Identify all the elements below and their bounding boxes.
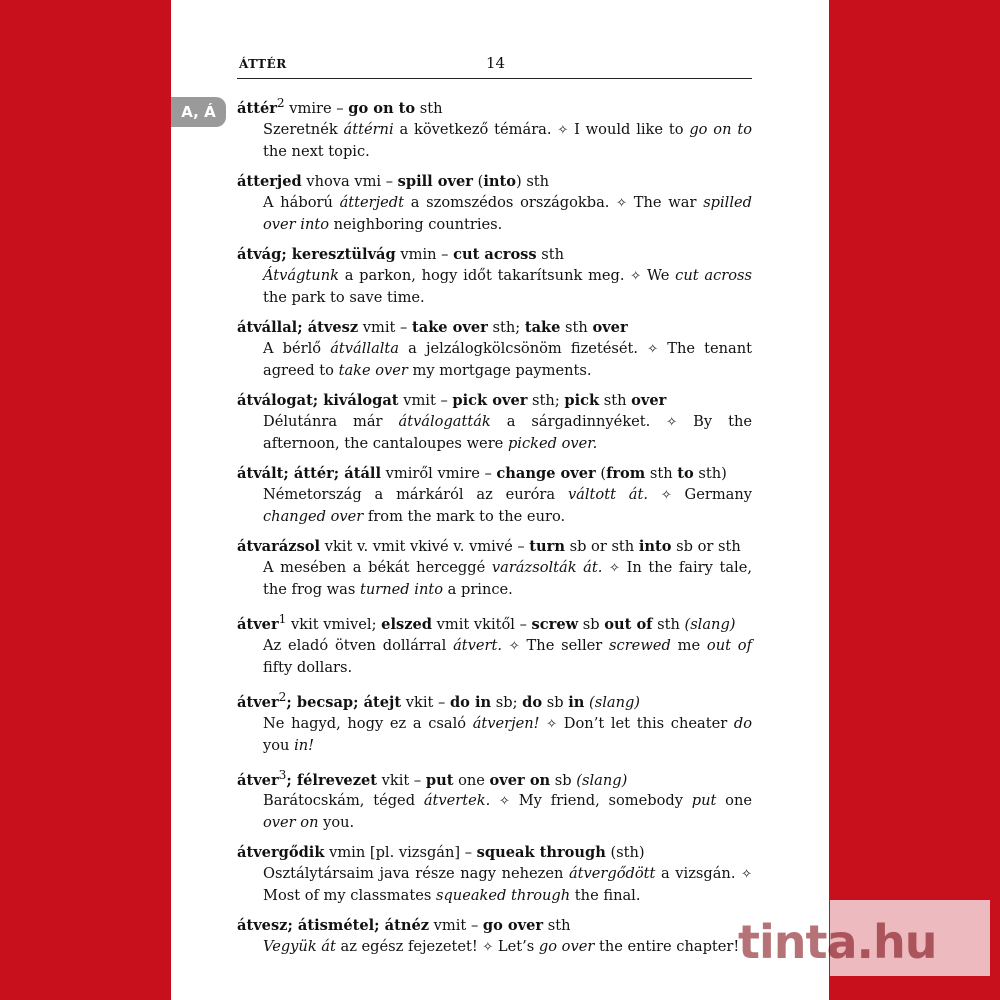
entry-example <box>237 713 752 756</box>
entry-text-run: vhova vmi – <box>301 172 398 190</box>
dictionary-page <box>171 0 829 1000</box>
entry-text-run: fifty dollars. <box>263 658 353 676</box>
dictionary-entry <box>237 536 752 600</box>
entry-text-run: átverjen! <box>472 714 540 732</box>
homonym-number: 2 <box>278 689 287 704</box>
entry-text-run: one <box>453 771 490 789</box>
entry-text-run: Osztálytársaim java része nagy nehezen <box>263 865 569 883</box>
entry-text-run: áttér <box>237 99 277 117</box>
entry-text-run: spilled over into <box>263 193 752 233</box>
entry-text-run: átver <box>237 693 279 711</box>
entry-text-run: sth <box>599 391 632 409</box>
entry-example <box>237 411 752 454</box>
homonym-number: 2 <box>276 96 285 110</box>
entry-text-run: neighboring countries. <box>329 215 503 233</box>
entry-text-run: vkit vmivel; <box>286 615 382 633</box>
entry-text-run: a szomszédos országokba. <box>404 193 617 211</box>
dictionary-entry <box>237 317 752 381</box>
entry-text-run: átterjed <box>237 172 302 190</box>
homonym-number: 1 <box>278 611 287 626</box>
entry-headline <box>237 765 752 791</box>
entry-text-run: squeak through <box>476 844 606 862</box>
entry-text-run: átvállalta <box>330 339 399 357</box>
entry-text-run: sth; <box>487 318 525 336</box>
entry-text-run: Most of my classmates <box>263 887 436 905</box>
entry-text-run: sb or sth <box>564 537 639 555</box>
homonym-number: 3 <box>278 767 287 782</box>
entry-text-run: sth <box>543 917 571 935</box>
entry-text-run: out of <box>604 615 653 633</box>
entry-text-run: picked over. <box>507 434 598 452</box>
entry-text-run: Az eladó ötven dollárral <box>263 636 454 654</box>
running-header <box>237 54 752 79</box>
entry-text-run: vmire – <box>284 99 349 117</box>
diamond-separator-icon: ✧ <box>482 940 494 956</box>
entry-headline <box>237 93 752 119</box>
entry-text-run: changed over <box>263 507 364 525</box>
dictionary-entry <box>237 765 752 834</box>
dictionary-entry <box>237 609 752 678</box>
entry-text-run: Délutánra már <box>263 412 399 430</box>
entry-text-run: We <box>641 266 676 284</box>
entry-text-run: go over <box>482 917 544 935</box>
entry-text-run: (sth) <box>605 844 645 862</box>
entry-text-run: átver <box>237 771 279 789</box>
entry-text-run: átvarázsol <box>237 537 321 555</box>
entry-text-run: My friend, somebody <box>509 792 692 810</box>
entry-headline <box>237 317 752 338</box>
entry-text-run: átvergődik <box>237 844 325 862</box>
page-number: 14 <box>486 54 506 72</box>
entry-text-run: sth <box>536 245 565 263</box>
entry-text-run: varázsolták át. <box>491 558 603 576</box>
entry-text-run: In the fairy tale, the frog was <box>263 558 753 598</box>
entry-text-run: sth; <box>527 391 565 409</box>
diamond-separator-icon: ✧ <box>741 867 752 883</box>
entry-text-run: put <box>425 771 454 789</box>
entry-text-run: A háború <box>263 193 340 211</box>
entry-text-run: ( <box>595 464 607 482</box>
entry-text-run: sb; <box>491 693 523 711</box>
entry-text-run: a vizsgán. <box>655 865 742 883</box>
entry-headline <box>237 842 752 863</box>
diamond-separator-icon: ✧ <box>609 560 620 576</box>
entry-text-run: sb <box>542 693 569 711</box>
entry-text-run: Vegyük át <box>263 938 336 956</box>
entry-text-run: out of <box>706 636 752 654</box>
entry-text-run: sth <box>560 318 593 336</box>
entry-text-run: Barátocskám, téged <box>263 792 424 810</box>
entry-text-run: átvesz; átismétel; átnéz <box>237 917 430 935</box>
entry-text-run: ; becsap; átejt <box>286 693 402 711</box>
dictionary-entry <box>237 171 752 235</box>
entry-example <box>237 863 752 906</box>
dictionary-entry <box>237 390 752 454</box>
entry-text-run: vmit – <box>358 318 412 336</box>
entry-text-run: take over <box>338 361 408 379</box>
entry-text-run: a következő témára. <box>393 120 558 138</box>
diamond-separator-icon: ✧ <box>557 122 569 138</box>
entry-text-run: ( <box>473 172 484 190</box>
entry-text-run: ; félrevezet <box>286 771 378 789</box>
entry-text-run: sth) <box>693 464 727 482</box>
entry-text-run: Don’t let this cheater <box>557 714 734 732</box>
entry-text-run: a parkon, hogy időt takarítsunk meg. <box>338 266 631 284</box>
entry-text-run: over on <box>263 814 319 832</box>
entry-headline <box>237 171 752 192</box>
entry-text-run: the entire chapter! <box>594 938 740 956</box>
entry-text-run <box>648 486 661 503</box>
entry-text-run: vmit vkitől – <box>431 615 532 633</box>
entry-headline <box>237 244 752 265</box>
entry-text-run: pick <box>564 391 600 409</box>
diamond-separator-icon: ✧ <box>616 195 628 211</box>
entry-text-run: Ne hagyd, hogy ez a csaló <box>263 714 473 732</box>
entry-text-run: vkit v. vmit vkivé v. vmivé – <box>320 537 530 555</box>
entry-text-run: A bérlő <box>263 339 331 357</box>
entry-headline <box>237 915 752 936</box>
dictionary-entry <box>237 915 752 958</box>
entry-text-run: into <box>638 537 672 555</box>
entry-text-run: a sárgadinnyéket. <box>490 412 667 430</box>
entry-text-run: go on to <box>689 120 752 138</box>
diamond-separator-icon: ✧ <box>499 794 510 810</box>
entry-text-run: Germany <box>671 485 753 503</box>
dictionary-entry <box>237 93 752 162</box>
entry-text-run: the next topic. <box>263 142 370 160</box>
entry-text-run: Szeretnék <box>263 120 344 138</box>
entry-headline <box>237 687 752 713</box>
entry-text-run: A mesében a békát herceggé <box>263 558 492 576</box>
entry-text-run: váltott át. <box>567 485 648 503</box>
entry-text-run: Németország a márkáról az euróra <box>263 485 568 503</box>
entry-text-run: the park to save time. <box>263 288 425 306</box>
entry-text-run: from <box>606 464 646 482</box>
entry-text-run: áttérni <box>343 120 394 138</box>
entry-text-run: a jelzálogkölcsönöm fizetését. <box>399 339 648 357</box>
entry-text-run: you <box>263 736 295 754</box>
entry-headline <box>237 390 752 411</box>
dictionary-entry <box>237 463 752 527</box>
entry-example <box>237 790 752 833</box>
entry-text-run: átválogat; kiválogat <box>237 391 399 409</box>
entry-text-run: change over <box>496 464 596 482</box>
entry-text-run: sth <box>652 615 685 633</box>
entry-text-run: az egész fejezetet! <box>335 938 483 956</box>
entry-example <box>237 936 752 958</box>
dictionary-entry <box>237 687 752 756</box>
entry-text-run: in <box>568 693 585 711</box>
entry-example <box>237 119 752 162</box>
watermark-text: tinta.hu <box>738 915 937 969</box>
entry-text-run: turned into <box>360 580 443 598</box>
entry-text-run: vkit – <box>377 771 426 789</box>
entry-text-run: átvállal; átvesz <box>237 318 359 336</box>
entry-text-run: sth <box>645 464 678 482</box>
entry-text-run: sb <box>578 615 605 633</box>
entry-text-run: over <box>631 391 667 409</box>
entry-example <box>237 484 752 527</box>
diamond-separator-icon: ✧ <box>630 268 642 284</box>
entry-text-run: put <box>691 792 717 810</box>
entry-headline <box>237 463 752 484</box>
entry-text-run <box>502 637 509 654</box>
entry-text-run: vmit – <box>429 917 483 935</box>
entry-text-run: sb or sth <box>671 537 741 555</box>
entry-text-run: vmin – <box>395 245 454 263</box>
entry-text-run: vmit – <box>398 391 453 409</box>
entry-text-run: The tenant agreed to <box>263 339 753 379</box>
entry-text-run: átvertek. <box>423 792 491 810</box>
entry-text-run: sth <box>415 99 443 117</box>
entry-text-run <box>490 792 499 809</box>
diamond-separator-icon: ✧ <box>666 414 678 430</box>
entry-example <box>237 635 752 678</box>
entry-text-run: in! <box>294 736 315 754</box>
entry-text-run: go over <box>538 938 595 956</box>
entry-text-run: pick over <box>452 391 528 409</box>
entry-text-run: you. <box>318 814 355 832</box>
entry-text-run: over on <box>489 771 551 789</box>
dictionary-entry <box>237 842 752 906</box>
dictionary-entry <box>237 244 752 308</box>
entry-text-run: Átvágtunk <box>263 266 339 284</box>
entry-text-run: screw <box>531 615 579 633</box>
alphabet-thumb-tab[interactable]: A, Á <box>171 97 226 127</box>
entry-text-run: Let’s <box>493 938 539 956</box>
entry-headline <box>237 536 752 557</box>
entry-text-run: elszed <box>381 615 432 633</box>
entry-text-run: (slang) <box>589 693 641 711</box>
entry-text-run: go on to <box>348 99 416 117</box>
entry-text-run: to <box>677 464 694 482</box>
entry-text-run: átterjedt <box>339 193 405 211</box>
entry-text-run: sb <box>550 771 577 789</box>
entry-text-run: cut across <box>675 266 752 284</box>
entry-text-run: one <box>716 792 752 810</box>
entry-text-run: take over <box>412 318 488 336</box>
entry-example <box>237 265 752 308</box>
entry-example <box>237 338 752 381</box>
entry-text-run: átvert. <box>453 636 502 654</box>
entry-text-run: me <box>670 636 707 654</box>
entry-example <box>237 557 752 600</box>
entry-text-run: I would like to <box>568 120 690 138</box>
entry-text-run: the final. <box>570 887 641 905</box>
entry-text-run: do <box>733 714 752 732</box>
entry-text-run: átválogatták <box>398 412 491 430</box>
entry-text-run: vmin [pl. vizsgán] – <box>324 844 477 862</box>
entry-headline <box>237 609 752 635</box>
entry-text-run: (slang) <box>684 615 736 633</box>
entry-text-run: (slang) <box>576 771 628 789</box>
entry-text-run: cut across <box>453 245 537 263</box>
entry-text-run: take <box>524 318 561 336</box>
entry-text-run: a prince. <box>443 580 513 598</box>
entry-text-run: átvergődött <box>568 865 656 883</box>
diamond-separator-icon: ✧ <box>546 716 558 732</box>
entry-text-run: from the mark to the euro. <box>363 507 566 525</box>
entry-text-run: vkit – <box>401 693 450 711</box>
entry-text-run: squeaked through <box>435 887 571 905</box>
diamond-separator-icon: ✧ <box>660 487 672 503</box>
entry-text-run: over <box>592 318 628 336</box>
entry-text-run: do <box>522 693 543 711</box>
entry-text-run: ) sth <box>515 172 550 190</box>
entry-text-run: my mortgage payments. <box>407 361 592 379</box>
entry-text-run: spill over <box>397 172 473 190</box>
entry-text-run: átvált; áttér; átáll <box>237 464 382 482</box>
entry-text-run: átver <box>237 615 279 633</box>
entry-text-run: screwed <box>609 636 671 654</box>
entry-list <box>237 93 752 967</box>
entry-text-run: átvág; keresztülvág <box>237 245 396 263</box>
entry-text-run: into <box>483 172 516 190</box>
entry-text-run: By the afternoon, the cantaloupes were <box>263 412 752 452</box>
diamond-separator-icon: ✧ <box>647 341 659 357</box>
header-guide-word: ÁTTÉR <box>239 57 287 71</box>
entry-text-run: do in <box>449 693 492 711</box>
entry-text-run: The war <box>627 193 704 211</box>
entry-text-run: vmiről vmire – <box>381 464 497 482</box>
entry-text-run: turn <box>529 537 565 555</box>
entry-text-run: The seller <box>519 636 610 654</box>
entry-example <box>237 192 752 235</box>
diamond-separator-icon: ✧ <box>508 638 520 654</box>
